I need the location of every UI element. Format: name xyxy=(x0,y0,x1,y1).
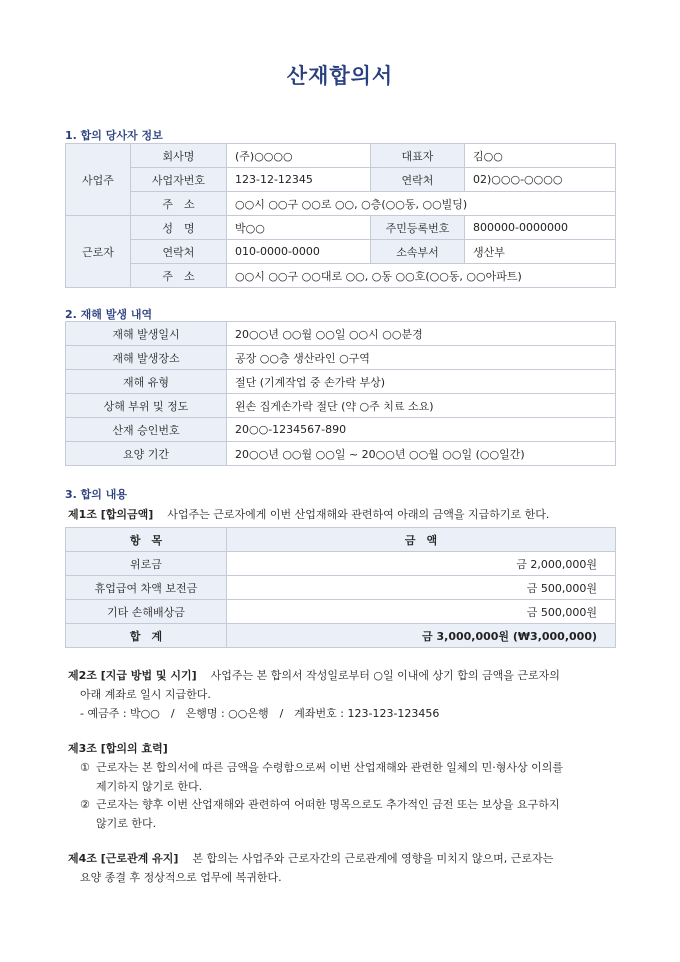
article-4 xyxy=(68,849,613,887)
accident-label: 산재 승인번호 xyxy=(66,418,227,442)
worker-address-value: ○○시 ○○구 ○○대로 ○○, ○동 ○○호(○○동, ○○아파트) xyxy=(227,264,616,288)
article-1 xyxy=(68,505,613,524)
article-2-account: - 예금주 : 박○○ / 은행명 : ○○은행 / 계좌번호 : 123-123-123456 xyxy=(80,707,440,720)
worker-contact-value: 010-0000-0000 xyxy=(227,240,371,264)
dept-value: 생산부 xyxy=(465,240,616,264)
item-1-line-2: 제기하지 않기로 한다. xyxy=(96,780,203,793)
section-heading-agreement: 3. 합의 내용 xyxy=(65,488,127,501)
section-heading-parties: 1. 합의 당사자 정보 xyxy=(65,129,163,142)
item-2-line-1: 근로자는 향후 이번 산업재해와 관련하여 어떠한 명목으로도 추가적인 금전 또는 보상을 요구하지 xyxy=(96,798,560,811)
article-4-heading: 제4조 [근로관계 유지] xyxy=(68,852,179,865)
article-3-title: 제3조 [합의의 효력] xyxy=(68,742,168,755)
accident-label: 재해 발생일시 xyxy=(66,322,227,346)
amount-value: 금 500,000원 xyxy=(227,600,616,624)
accident-row xyxy=(66,418,616,442)
accident-label: 재해 발생장소 xyxy=(66,346,227,370)
amount-total-label: 합 계 xyxy=(66,624,227,648)
section-heading-accident: 2. 재해 발생 내역 xyxy=(65,308,153,321)
accident-label: 요양 기간 xyxy=(66,442,227,466)
accident-row xyxy=(66,370,616,394)
article-4-text-2: 요양 종결 후 정상적으로 업무에 복귀한다. xyxy=(80,871,282,884)
document-title: 산재합의서 xyxy=(286,64,394,88)
article-3-item-2 xyxy=(80,795,613,833)
worker-group-label: 근로자 xyxy=(66,216,131,288)
item-1-number: ① xyxy=(80,761,90,774)
item-1-line-1: 근로자는 본 합의서에 따른 금액을 수령함으로써 이번 산업재해와 관련한 일체의 민·형사상 이의를 xyxy=(96,761,563,774)
parties-table xyxy=(65,143,616,288)
item-2-line-2: 않기로 한다. xyxy=(96,817,157,830)
ceo-value: 김○○ xyxy=(465,144,616,168)
worker-contact-label: 연락처 xyxy=(131,240,227,264)
worker-name-value: 박○○ xyxy=(227,216,371,240)
accident-row xyxy=(66,442,616,466)
company-label: 회사명 xyxy=(131,144,227,168)
worker-name-label: 성 명 xyxy=(131,216,227,240)
accident-value: 20○○-1234567-890 xyxy=(227,418,616,442)
amount-total-row xyxy=(66,624,616,648)
article-1-text: 사업주는 근로자에게 이번 산업재해와 관련하여 아래의 금액을 지급하기로 한다. xyxy=(167,508,550,521)
amount-col-amount-header: 금 액 xyxy=(227,528,616,552)
amount-value: 금 2,000,000원 xyxy=(227,552,616,576)
article-2 xyxy=(68,666,613,723)
accident-value: 20○○년 ○○월 ○○일 ○○시 ○○분경 xyxy=(227,322,616,346)
accident-row xyxy=(66,346,616,370)
article-3-heading xyxy=(68,739,613,758)
article-2-text-2: 아래 계좌로 일시 지급한다. xyxy=(80,688,211,701)
amount-item: 휴업급여 차액 보전금 xyxy=(66,576,227,600)
article-2-heading: 제2조 [지급 방법 및 시기] xyxy=(68,669,197,682)
amount-value: 금 500,000원 xyxy=(227,576,616,600)
employer-contact-label: 연락처 xyxy=(371,168,465,192)
accident-row xyxy=(66,394,616,418)
worker-address-label: 주 소 xyxy=(131,264,227,288)
accident-row xyxy=(66,322,616,346)
article-2-text-1: 사업주는 본 합의서 작성일로부터 ○일 이내에 상기 합의 금액을 근로자의 xyxy=(210,669,560,682)
employer-address-value: ○○시 ○○구 ○○로 ○○, ○층(○○동, ○○빌딩) xyxy=(227,192,616,216)
rrn-label: 주민등록번호 xyxy=(371,216,465,240)
article-3-item-1 xyxy=(80,758,613,796)
employer-address-label: 주 소 xyxy=(131,192,227,216)
amount-row xyxy=(66,576,616,600)
accident-value: 절단 (기계작업 중 손가락 부상) xyxy=(227,370,616,394)
amount-item: 기타 손해배상금 xyxy=(66,600,227,624)
employer-group-label: 사업주 xyxy=(66,144,131,216)
dept-label: 소속부서 xyxy=(371,240,465,264)
accident-label: 상해 부위 및 정도 xyxy=(66,394,227,418)
amount-col-item-header: 항 목 xyxy=(66,528,227,552)
bizno-value: 123-12-12345 xyxy=(227,168,371,192)
article-1-heading: 제1조 [합의금액] xyxy=(68,508,154,521)
accident-table xyxy=(65,321,616,466)
amount-row xyxy=(66,600,616,624)
bizno-label: 사업자번호 xyxy=(131,168,227,192)
accident-value: 20○○년 ○○월 ○○일 ~ 20○○년 ○○월 ○○일 (○○일간) xyxy=(227,442,616,466)
amount-row xyxy=(66,552,616,576)
article-4-text-1: 본 합의는 사업주와 근로자간의 근로관계에 영향을 미치지 않으며, 근로자는 xyxy=(192,852,554,865)
employer-contact-value: 02)○○○-○○○○ xyxy=(465,168,616,192)
rrn-value: 800000-0000000 xyxy=(465,216,616,240)
accident-label: 재해 유형 xyxy=(66,370,227,394)
accident-value: 공장 ○○층 생산라인 ○구역 xyxy=(227,346,616,370)
amount-item: 위로금 xyxy=(66,552,227,576)
company-value: (주)○○○○ xyxy=(227,144,371,168)
amount-table xyxy=(65,527,616,648)
item-2-number: ② xyxy=(80,798,90,811)
ceo-label: 대표자 xyxy=(371,144,465,168)
accident-value: 왼손 집게손가락 절단 (약 ○주 치료 소요) xyxy=(227,394,616,418)
amount-total-value: 금 3,000,000원 (₩3,000,000) xyxy=(227,624,616,648)
